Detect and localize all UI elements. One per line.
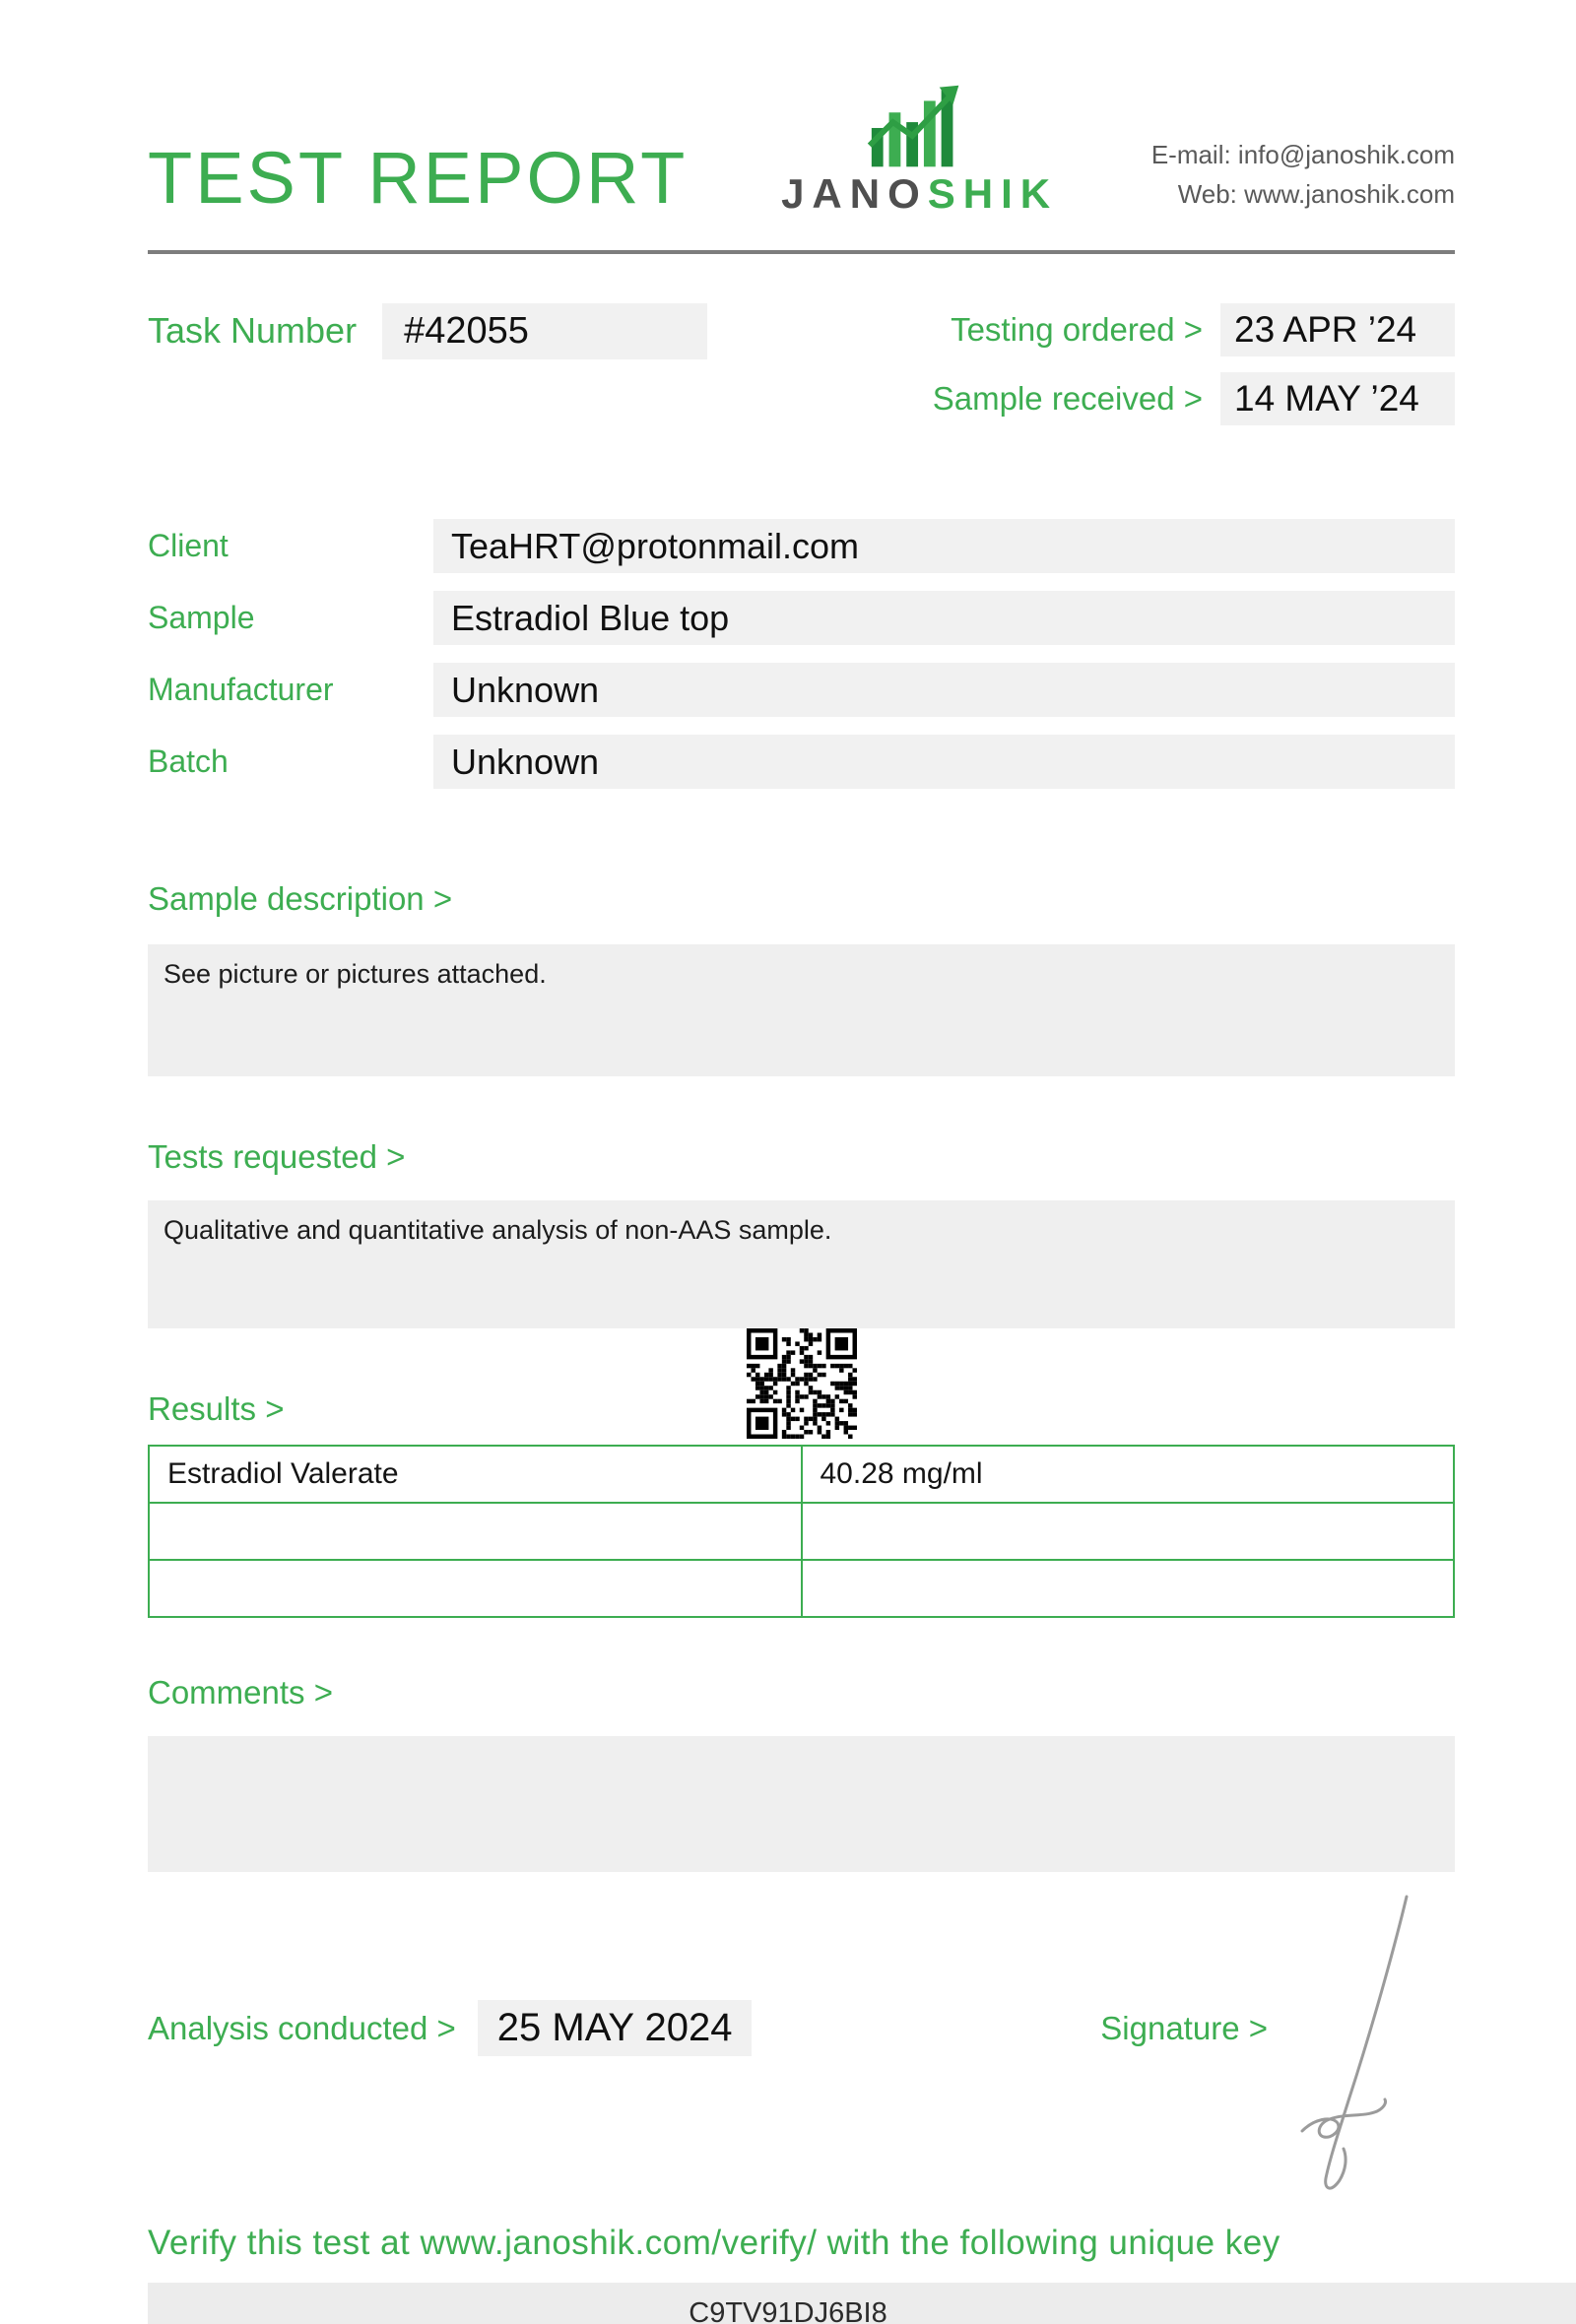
result-name-cell bbox=[149, 1503, 802, 1560]
verify-key-box bbox=[148, 2283, 1576, 2324]
result-value-cell: 40.28 mg/ml bbox=[802, 1446, 1455, 1503]
results-table bbox=[148, 1445, 1455, 1618]
janoshik-logo bbox=[781, 85, 1058, 215]
tests-requested-heading: Tests requested > bbox=[148, 1138, 406, 1176]
task-number-row bbox=[148, 303, 707, 359]
testing-ordered-label: Testing ordered > bbox=[951, 310, 1203, 348]
sample-description-box: See picture or pictures attached. bbox=[148, 944, 1455, 1076]
qr-code-icon bbox=[747, 1328, 857, 1439]
sample-description-heading: Sample description > bbox=[148, 880, 453, 918]
footer-row bbox=[148, 2000, 1455, 2056]
sample-received-label: Sample received > bbox=[932, 379, 1203, 417]
analysis-conducted-label: Analysis conducted > bbox=[148, 2009, 456, 2046]
signature-label: Signature > bbox=[1100, 2009, 1268, 2046]
testing-ordered-row bbox=[951, 303, 1455, 356]
detail-row-batch bbox=[148, 735, 1455, 789]
sample-label: Sample bbox=[148, 599, 255, 635]
logo-text-shik: SHIK bbox=[927, 169, 1059, 217]
task-number-value: #42055 bbox=[382, 303, 707, 359]
bar-chart-logo-icon bbox=[862, 85, 978, 167]
signature-image bbox=[1280, 1891, 1438, 2206]
client-value: TeaHRT@protonmail.com bbox=[433, 519, 1455, 573]
testing-ordered-value: 23 APR ’24 bbox=[1220, 303, 1455, 356]
client-label: Client bbox=[148, 527, 229, 563]
detail-row-client bbox=[148, 519, 1455, 573]
analysis-conducted-row bbox=[148, 2000, 752, 2056]
result-value-cell bbox=[802, 1503, 1455, 1560]
email-line: E-mail: info@janoshik.com bbox=[1150, 140, 1455, 169]
detail-row-sample bbox=[148, 591, 1455, 645]
logo-wordmark bbox=[781, 169, 1059, 217]
results-heading: Results > bbox=[148, 1390, 285, 1428]
result-row bbox=[149, 1503, 1454, 1560]
result-value-cell bbox=[802, 1560, 1455, 1617]
header-divider bbox=[148, 250, 1455, 254]
results-section bbox=[148, 1389, 1455, 1618]
verify-text: Verify this test at www.janoshik.com/verify/ with the following unique key bbox=[148, 2224, 1280, 2263]
batch-label: Batch bbox=[148, 743, 229, 780]
order-dates bbox=[933, 303, 1455, 425]
meta-section bbox=[148, 303, 1455, 425]
manufacturer-label: Manufacturer bbox=[148, 672, 334, 708]
manufacturer-value: Unknown bbox=[433, 663, 1455, 717]
comments-heading: Comments > bbox=[148, 1674, 333, 1711]
verify-key: C9TV91DJ6BI8 bbox=[689, 2296, 887, 2324]
detail-row-manufacturer bbox=[148, 663, 1455, 717]
logo-text-jano: JANO bbox=[781, 169, 928, 217]
web-line: Web: www.janoshik.com bbox=[1177, 179, 1455, 210]
page-title: TEST REPORT bbox=[148, 136, 689, 219]
task-number-label: Task Number bbox=[148, 310, 358, 352]
sample-received-value: 14 MAY ’24 bbox=[1220, 372, 1455, 425]
result-row bbox=[149, 1560, 1454, 1617]
comments-box bbox=[148, 1736, 1455, 1872]
tests-requested-box: Qualitative and quantitative analysis of non-AAS sample. bbox=[148, 1200, 1455, 1328]
result-name-cell bbox=[149, 1560, 802, 1617]
contact-info bbox=[1151, 135, 1455, 215]
sample-details bbox=[148, 519, 1455, 790]
sample-value: Estradiol Blue top bbox=[433, 591, 1455, 645]
result-row bbox=[149, 1446, 1454, 1503]
batch-value: Unknown bbox=[433, 735, 1455, 789]
analysis-date-value: 25 MAY 2024 bbox=[478, 2000, 753, 2056]
sample-received-row bbox=[933, 372, 1455, 425]
report-header bbox=[148, 81, 1455, 219]
result-name-cell: Estradiol Valerate bbox=[149, 1446, 802, 1503]
